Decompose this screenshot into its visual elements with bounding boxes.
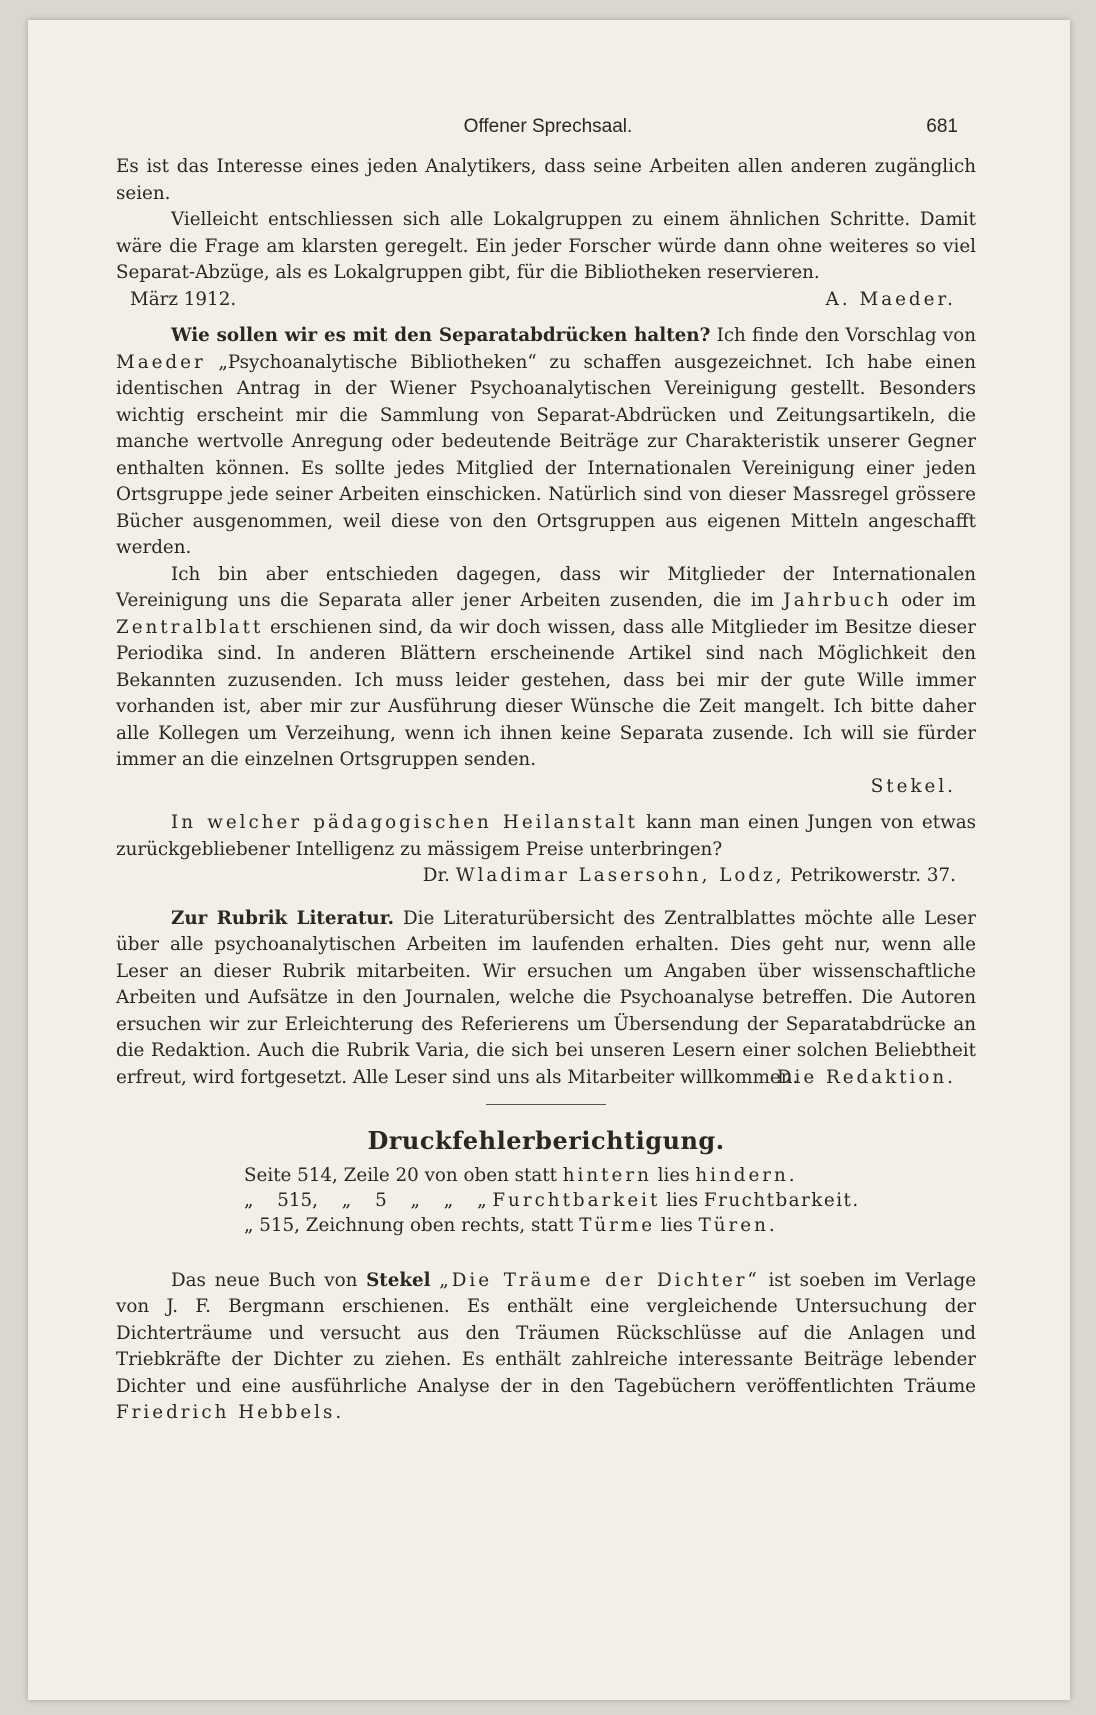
errata-list: [116, 1163, 976, 1238]
errata-wrong: hintern: [562, 1164, 652, 1186]
errata-line: [244, 1188, 976, 1213]
maeder-date: März 1912.: [130, 288, 237, 310]
rubrik-paragraph: [116, 906, 976, 1092]
errata-right: Fruchtbarkeit.: [703, 1189, 860, 1211]
zentralblatt-name: Zentralblatt: [116, 616, 264, 638]
errata-line: [244, 1213, 976, 1238]
query-sig-name: Wladimar Lasersohn, Lodz,: [455, 865, 785, 886]
announcement-text: ist soeben im Verlage von J. F. Bergmann erschienen. Es enthält eine vergleichende Untersuchung der Dichterträume und versucht aus den Träumen Rückschlüsse auf die Anlagen und Triebkräfte der Dichter zu ziehen. Es enthält zahlreiche interessante Beiträge lebender Dichter und eine ausführliche Analyse der in den Tagebüchern veröffentlichten Träume: [116, 1269, 977, 1397]
errata-ref: „ 515, „ 5 „ „ „: [244, 1189, 487, 1211]
errata-wrong: Türme: [579, 1214, 656, 1236]
rubrik-signature: Die Redaktion.: [776, 1067, 956, 1088]
rubrik-heading: Zur Rubrik Literatur.: [171, 907, 395, 929]
announcement-paragraph: [116, 1268, 976, 1427]
errata-lies: lies: [666, 1189, 699, 1211]
stekel-text: erschienen sind, da wir doch wissen, dass alle Mitglieder im Besitze dieser Periodika sind. In anderen Blättern erscheinende Artikel sind nach Möglichkeit den Bekannten zuzusenden. Ich muss leider gestehen, dass bei mir der gute Wille immer vorhanden ist, aber mir zur Ausführung dieser Wünsche die Zeit mangelt. Ich bitte daher alle Kollegen um Verzeihung, wenn ich ihnen keine Separata zusende. Ich will sie fürder immer an die einzelnen Ortsgruppen senden.: [116, 616, 976, 770]
rubrik-literatur: [116, 906, 976, 1105]
announcement-text: Das neue Buch von: [171, 1269, 358, 1291]
spacer: [116, 313, 976, 323]
stekel-text: Ich bin aber entschieden dagegen, dass wir Mitglieder der Internationalen Vereinigung uns die Separata aller jener Arbeiten zusenden, die im: [116, 563, 976, 611]
errata-ref: Seite 514, Zeile 20 von oben statt: [244, 1164, 557, 1186]
errata-right: hindern.: [695, 1164, 798, 1186]
stekel-letter: [116, 323, 976, 800]
stekel-paragraph-2: [116, 562, 976, 774]
stekel-heading: Wie sollen wir es mit den Separatabdrücken halten?: [171, 325, 711, 346]
announcement-title: „Die Träume der Dichter“: [439, 1269, 760, 1291]
stekel-text: Ich finde den Vorschlag von: [716, 325, 977, 346]
maeder-name: Maeder: [116, 351, 206, 373]
spacer: [116, 890, 976, 906]
query-rest: kann man einen Jungen von etwas zurückgebliebener Intelligenz zu mässigem Preise unterbringen?: [116, 812, 976, 860]
query: [116, 810, 976, 890]
query-sig-address: Petrikowerstr. 37.: [790, 865, 956, 886]
errata: [116, 1125, 976, 1238]
running-header: [118, 116, 978, 146]
errata-lies: lies: [657, 1164, 690, 1186]
errata-ref: „ 515, Zeichnung oben rechts, statt: [244, 1214, 574, 1236]
maeder-letter: [116, 154, 976, 313]
jahrbuch-name: Jahrbuch: [783, 590, 892, 611]
stekel-signature: Stekel.: [870, 775, 956, 797]
page: [28, 20, 1070, 1700]
maeder-paragraph-1: Es ist das Interesse eines jeden Analytikers, dass seine Arbeiten allen anderen zugänglich seien.: [116, 156, 976, 204]
maeder-closing: [116, 287, 976, 314]
running-title: Offener Sprechsaal.: [463, 116, 633, 137]
errata-wrong: Furchtbarkeit: [492, 1189, 661, 1211]
book-announcement: [116, 1268, 976, 1427]
errata-line: [244, 1163, 976, 1188]
query-sig-title: Dr.: [422, 865, 450, 886]
query-text: [116, 810, 976, 863]
stekel-text: oder im: [901, 590, 976, 611]
errata-lies: lies: [660, 1214, 693, 1236]
spacer: [116, 800, 976, 810]
announcement-author: Stekel: [366, 1269, 431, 1291]
maeder-signature: A. Maeder.: [825, 288, 956, 310]
page-body: [116, 154, 976, 1427]
query-signature: [116, 863, 976, 890]
section-rule: [486, 1104, 606, 1105]
stekel-paragraph-1: [116, 323, 976, 562]
errata-heading: Druckfehlerberichtigung.: [367, 1125, 725, 1155]
announcement-name: Friedrich Hebbels.: [116, 1402, 345, 1423]
page-number: 681: [926, 116, 958, 137]
errata-right: Türen.: [698, 1214, 778, 1236]
maeder-paragraph-2: Vielleicht entschliessen sich alle Lokalgruppen zu einem ähnlichen Schritte. Damit wäre die Frage am klarsten geregelt. Ein jeder Forscher würde dann ohne weiteres so viel Separat-Abzüge, als es Lokalgruppen gibt, für die Bibliotheken reservieren.: [116, 209, 976, 283]
query-spaced: In welcher pädagogischen Heilanstalt: [171, 812, 638, 833]
stekel-text: „Psychoanalytische Bibliotheken“ zu schaffen ausgezeichnet. Ich habe einen identischen Antrag in der Wiener Psychoanalytischen Vereinigung gestellt. Besonders wichtig erscheint mir die Sammlung von Separat-Abdrücken und Zeitungsartikeln, die manche wertvolle Anregung oder bedeutende Beiträge zur Charakteristik unserer Gegner enthalten können. Es sollte jedes Mitglied der Internationalen Vereinigung einer jeden Ortsgruppe jede seiner Arbeiten einschicken. Natürlich sind von dieser Massregel grössere Bücher ausgenommen, weil diese von den Ortsgruppen aus eigenen Mitteln angeschafft werden.: [116, 351, 976, 558]
rubrik-text: Die Literaturübersicht des Zentralblattes möchte alle Leser über alle psychoanalytischen Arbeiten im laufenden erhalten. Dies geht nur, wenn alle Leser an dieser Rubrik mitarbeiten. Wir ersuchen um Angaben über wissenschaftliche Arbeiten und Aufsätze in den Journalen, welche die Psychoanalyse betreffen. Die Autoren ersuchen wir zur Erleichterung des Referierens um Übersendung der Separatabdrücke an die Redaktion. Auch die Rubrik Varia, die sich bei unseren Lesern einer solchen Beliebtheit erfreut, wird fortgesetzt. Alle Leser sind uns als Mitarbeiter willkommen.: [116, 907, 976, 1088]
